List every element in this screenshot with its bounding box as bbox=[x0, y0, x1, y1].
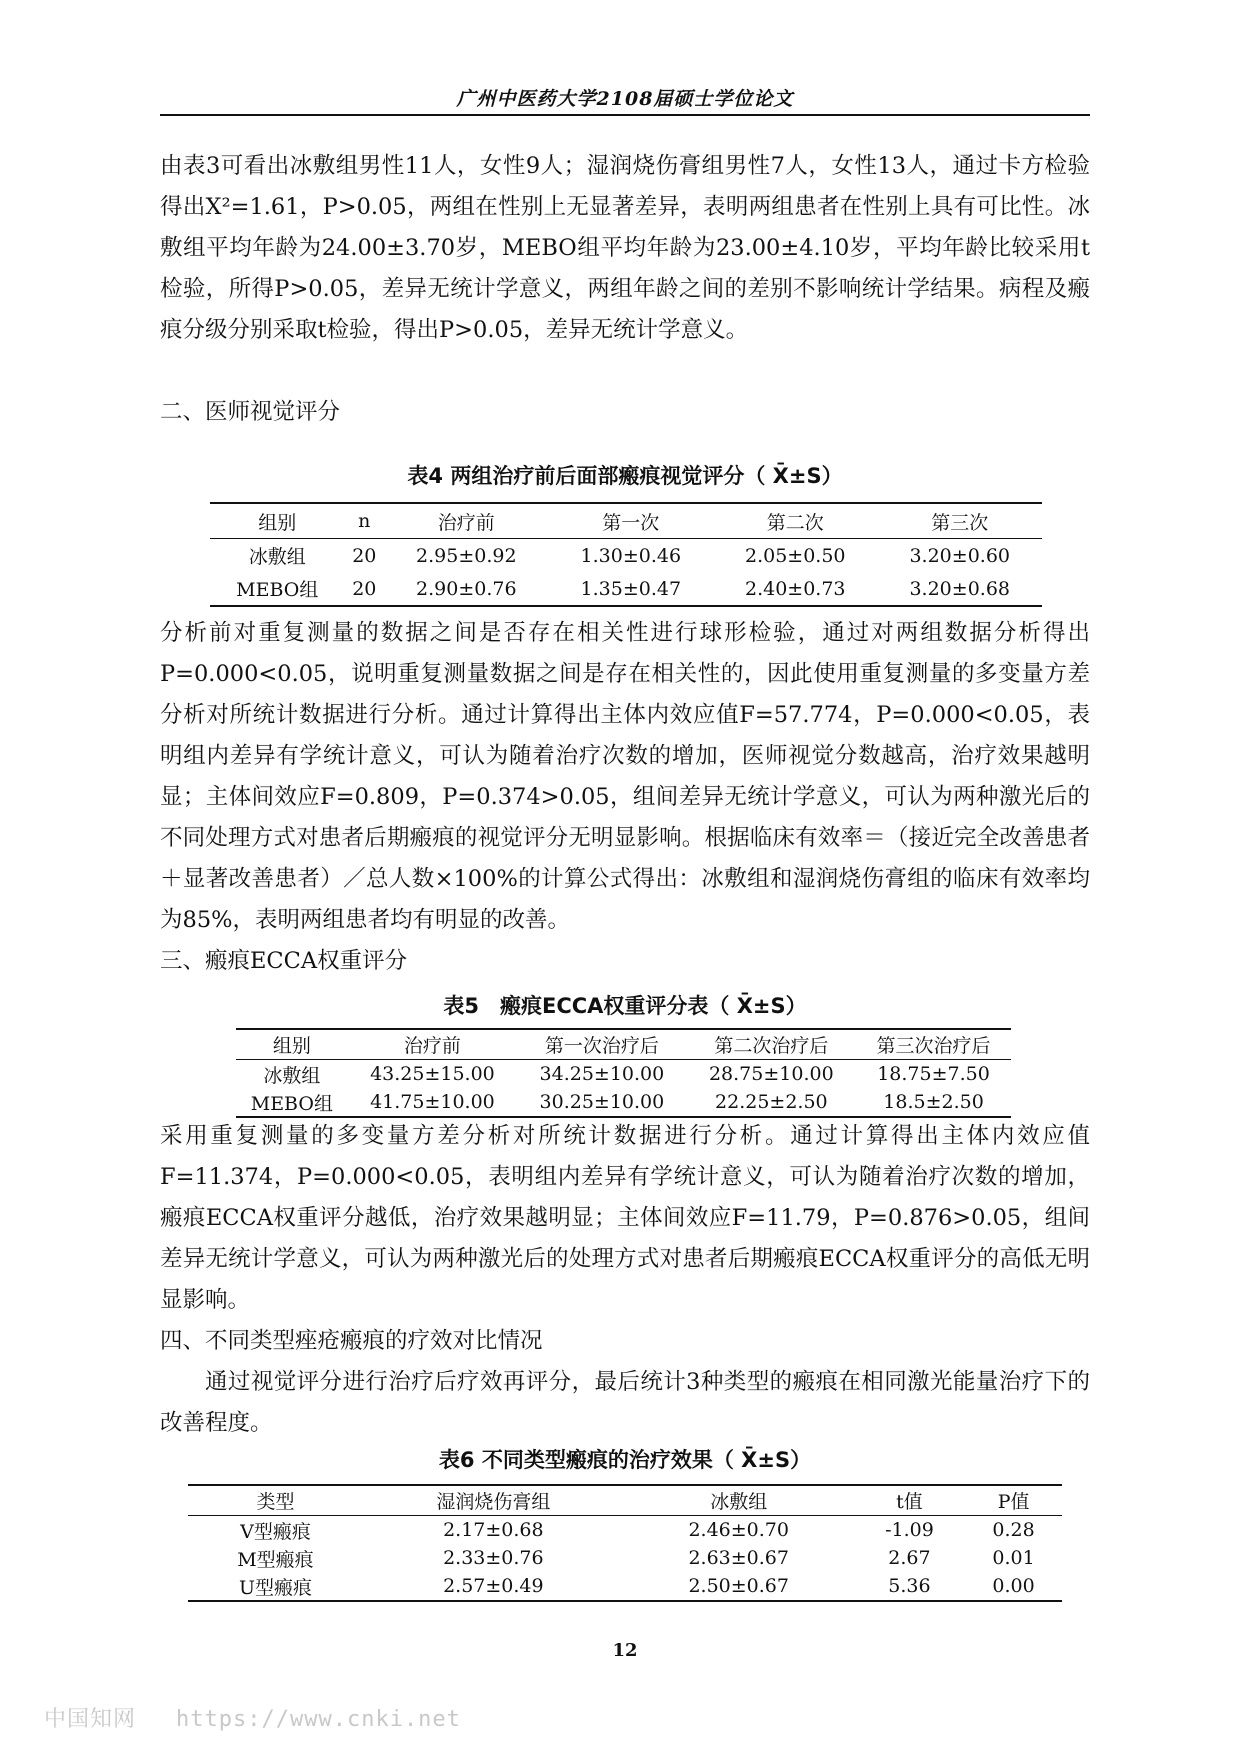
table-row bbox=[236, 1060, 1011, 1089]
table-cell: 0.01 bbox=[992, 1547, 1035, 1569]
watermark-brand: 中国知网 bbox=[44, 1707, 137, 1732]
table-header-row bbox=[210, 503, 1042, 539]
table4 bbox=[210, 502, 1042, 607]
table-row bbox=[188, 1572, 1062, 1601]
table-cell: 5.36 bbox=[888, 1575, 931, 1597]
header-rule bbox=[160, 114, 1090, 116]
section-heading-types: 四、不同类型痤疮瘢痕的疗效对比情况 bbox=[160, 1328, 543, 1354]
section-heading-ecca: 三、瘢痕ECCA权重评分 bbox=[160, 948, 408, 974]
table-cell: 2.63±0.67 bbox=[688, 1547, 789, 1569]
table-cell: U型瘢痕 bbox=[238, 1576, 312, 1599]
table-cell: 2.95±0.92 bbox=[416, 544, 517, 567]
table-cell: 20 bbox=[352, 577, 377, 600]
table-cell: 34.25±10.00 bbox=[539, 1063, 665, 1085]
table5 bbox=[236, 1028, 1011, 1118]
table-row bbox=[188, 1544, 1062, 1572]
table-cell: 2.17±0.68 bbox=[443, 1519, 544, 1541]
table-cell: 1.35±0.47 bbox=[580, 577, 682, 600]
table-header-row bbox=[188, 1485, 1062, 1516]
table-cell: 22.25±2.50 bbox=[715, 1091, 828, 1113]
paragraph-demographics: 由表3可看出冰敷组男性11人，女性9人；湿润烧伤膏组男性7人，女性13人，通过卡方检验得出X²=1.61，P>0.05，两组在性别上无显著差异，表明两组患者在性别上具有可比性。冰敷组平均年龄为24.00±3.70岁，MEBO组平均年龄为23.00±4.10岁，平均年龄比较采用t检验，所得P>0.05，差异无统计学意义，两组年龄之间的差别不影响统计学结果。病程及瘢痕分级分别采取t检验，得出P>0.05，差异无统计学意义。 bbox=[160, 153, 1090, 343]
table-cell: 1.30±0.46 bbox=[580, 544, 682, 567]
table-cell: 43.25±15.00 bbox=[370, 1063, 495, 1085]
table-cell: M型瘢痕 bbox=[237, 1548, 314, 1571]
table-cell: 28.75±10.00 bbox=[708, 1063, 834, 1085]
col-before: 治疗前 bbox=[384, 503, 548, 539]
table-cell: 20 bbox=[352, 544, 377, 567]
table5-caption: 表5 瘢痕ECCA权重评分表（ X̄±S） bbox=[443, 994, 807, 1018]
table-cell: 41.75±10.00 bbox=[370, 1091, 495, 1113]
col-n: n bbox=[345, 503, 385, 539]
table-cell: 2.33±0.76 bbox=[443, 1547, 544, 1569]
table-row bbox=[236, 1088, 1011, 1117]
table-cell: V型瘢痕 bbox=[240, 1520, 311, 1543]
col-after-third: 第三次治疗后 bbox=[856, 1029, 1011, 1060]
table-row bbox=[188, 1516, 1062, 1545]
table-cell: 3.20±0.68 bbox=[909, 577, 1010, 600]
table-cell: 冰敷组 bbox=[263, 1064, 321, 1087]
cnki-watermark bbox=[44, 1702, 461, 1733]
col-t: t值 bbox=[854, 1485, 965, 1516]
table-cell: 2.05±0.50 bbox=[744, 544, 846, 567]
table-cell: 18.5±2.50 bbox=[883, 1091, 984, 1113]
paragraph-types: 通过视觉评分进行治疗后疗效再评分，最后统计3种类型的瘢痕在相同激光能量治疗下的改善程度。 bbox=[160, 1369, 1090, 1436]
table6-caption: 表6 不同类型瘢痕的治疗效果（ X̄±S） bbox=[438, 1448, 812, 1472]
table6 bbox=[188, 1484, 1062, 1602]
section-heading-visual-score: 二、医师视觉评分 bbox=[160, 399, 341, 425]
col-ice: 冰敷组 bbox=[624, 1485, 854, 1516]
col-p: P值 bbox=[965, 1485, 1062, 1516]
col-mebo: 湿润烧伤膏组 bbox=[363, 1485, 624, 1516]
col-type: 类型 bbox=[188, 1485, 363, 1516]
table-header-row bbox=[236, 1029, 1011, 1060]
table-cell: 18.75±7.50 bbox=[877, 1063, 990, 1085]
table-row bbox=[210, 572, 1042, 606]
table-cell: 30.25±10.00 bbox=[539, 1091, 665, 1113]
col-third: 第三次 bbox=[877, 503, 1042, 539]
table-cell: 3.20±0.60 bbox=[909, 544, 1010, 567]
table-cell: 2.50±0.67 bbox=[688, 1575, 789, 1597]
col-group: 组别 bbox=[210, 503, 345, 539]
watermark-url: https://www.cnki.net bbox=[176, 1707, 461, 1732]
paragraph-visual-analysis: 分析前对重复测量的数据之间是否存在相关性进行球形检验，通过对两组数据分析得出P=0.000<0.05，说明重复测量数据之间是存在相关性的，因此使用重复测量的多变量方差分析对所统计数据进行分析。通过计算得出主体内效应值F=57.774，P=0.000<0.05，表明组内差异有学统计意义，可认为随着治疗次数的增加，医师视觉分数越高，治疗效果越明显；主体间效应F=0.809，P=0.374>0.05，组间差异无统计学意义，可认为两种激光后的不同处理方式对患者后期瘢痕的视觉评分无明显影响。根据临床有效率＝（接近完全改善患者＋显著改善患者）／总人数×100%的计算公式得出：冰敷组和湿润烧伤膏组的临床有效率均为85%，表明两组患者均有明显的改善。 bbox=[160, 620, 1090, 933]
table-cell: 0.28 bbox=[992, 1519, 1035, 1541]
running-header: 广州中医药大学2108届硕士学位论文 bbox=[456, 88, 794, 110]
col-group: 组别 bbox=[236, 1029, 348, 1060]
table-cell: MEBO组 bbox=[250, 1092, 333, 1115]
table-cell: 2.40±0.73 bbox=[744, 577, 846, 600]
table-cell: 冰敷组 bbox=[248, 546, 306, 568]
table-cell: 0.00 bbox=[992, 1575, 1035, 1597]
table-cell: -1.09 bbox=[885, 1519, 934, 1541]
table-row bbox=[210, 539, 1042, 573]
col-after-second: 第二次治疗后 bbox=[687, 1029, 856, 1060]
col-first: 第一次 bbox=[549, 503, 713, 539]
col-before: 治疗前 bbox=[348, 1029, 517, 1060]
table-cell: 2.90±0.76 bbox=[416, 577, 517, 600]
table-cell: 2.67 bbox=[888, 1547, 931, 1569]
page-number: 12 bbox=[612, 1640, 638, 1661]
table-cell: 2.46±0.70 bbox=[688, 1519, 789, 1541]
paragraph-ecca-analysis: 采用重复测量的多变量方差分析对所统计数据进行分析。通过计算得出主体内效应值F=11.374，P=0.000<0.05，表明组内差异有学统计意义，可认为随着治疗次数的增加，瘢痕ECCA权重评分越低，治疗效果越明显；主体间效应F=11.79，P=0.876>0.05，组间差异无统计学意义，可认为两种激光后的处理方式对患者后期瘢痕ECCA权重评分的高低无明显影响。 bbox=[160, 1123, 1090, 1313]
col-after-first: 第一次治疗后 bbox=[517, 1029, 686, 1060]
table-cell: MEBO组 bbox=[236, 579, 319, 601]
table4-caption: 表4 两组治疗前后面部瘢痕视觉评分（ X̄±S） bbox=[407, 464, 843, 488]
col-second: 第二次 bbox=[713, 503, 877, 539]
table-cell: 2.57±0.49 bbox=[443, 1575, 544, 1597]
